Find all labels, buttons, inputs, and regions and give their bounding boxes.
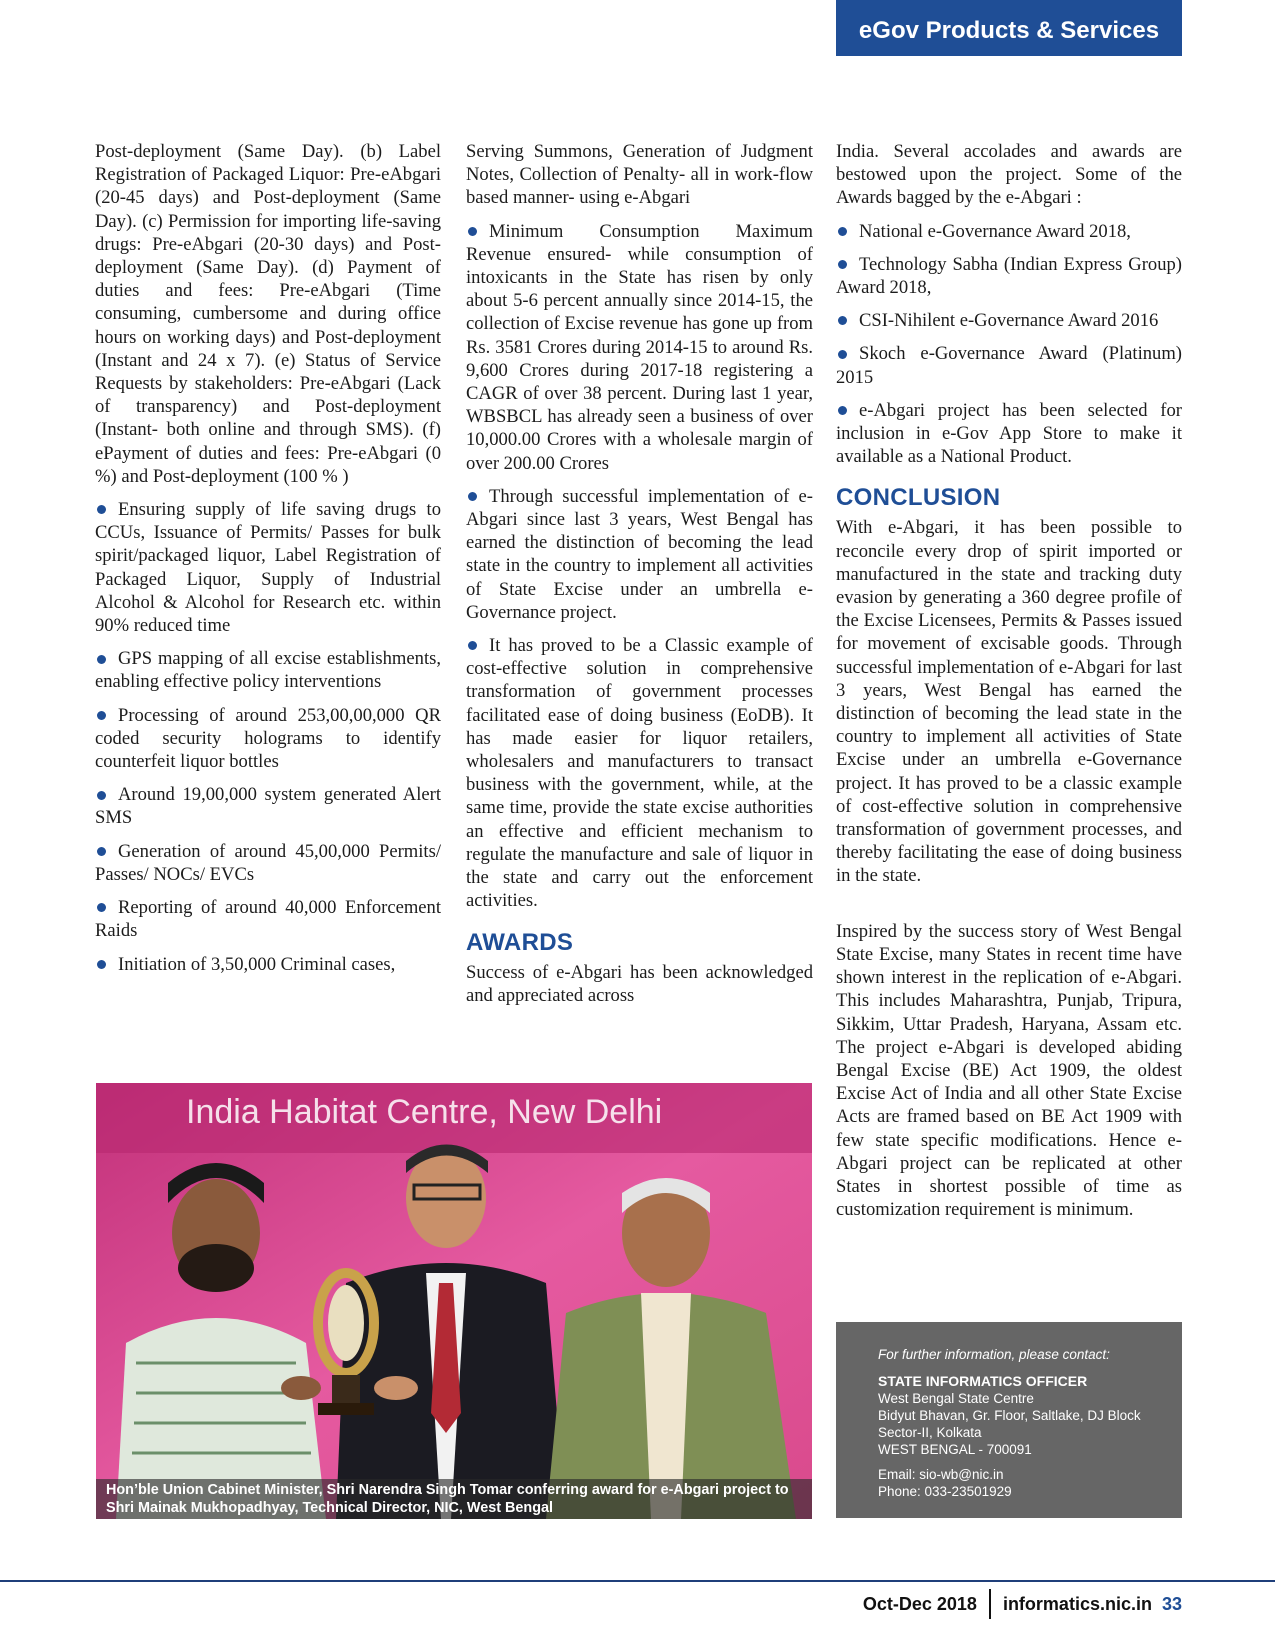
bullet-icon [97,960,106,969]
list-item: Around 19,00,000 system generated Alert SMS [95,784,441,829]
bullet-icon [838,260,847,269]
col3-intro: India. Several accolades and awards are bestowed upon the project. Some of the Awards bagged by the e-Abgari : [836,141,1182,209]
col2-intro: Serving Summons, Generation of Judgment Notes, Collection of Penalty- all in work-flow based manner- using e-Abgari [466,141,813,209]
contact-phone: Phone: 033-23501929 [878,1484,1012,1499]
bullet-icon [97,505,106,514]
bullet-icon [838,227,847,236]
page-number: 33 [1161,1593,1182,1614]
list-item: Ensuring supply of life saving drugs to CCUs, Issuance of Permits/ Passes for bulk spirit/packaged liquor, Label Registration of Packaged Liquor, Supply of Industrial Alcohol & Alcohol for Research etc. within 90% reduced time [95,499,441,637]
contact-email: Email: sio-wb@nic.in [878,1467,1004,1482]
list-item: CSI-Nihilent e-Governance Award 2016 [836,309,1182,332]
contact-title: STATE INFORMATICS OFFICER [878,1373,1088,1389]
list-item: Skoch e-Governance Award (Platinum) 2015 [836,343,1182,388]
conclusion-paragraph-2: Inspired by the success story of West Bengal State Excise, many States in recent time have shown interest in the replication of e-Abgari. This includes Maharashtra, Punjab, Tripura, Sikkim, Uttar Pradesh, Haryana, Assam etc. The project e-Abgari is developed abiding Bengal Excise (BE) Act 1909, the oldest Excise Act of India and all other State Excise Acts are framed based on BE Act 1909 with few state specific modifications. Hence e-Abgari project can be replicated at other States in shortest possible of time as customization requirement is minimum. [836,920,1182,1221]
award-ceremony-image [96,1083,812,1519]
backdrop-text: India Habitat Centre, New Delhi [186,1093,663,1131]
contact-box [836,1322,1182,1518]
footer-separator [989,1589,991,1619]
issue-date: Oct-Dec 2018 [862,1593,977,1614]
column-3 [836,140,1182,1231]
site-name: informatics.nic.in [1002,1593,1152,1614]
bullet-icon [468,492,477,501]
bullet-icon [97,791,106,800]
col1-intro: Post-deployment (Same Day). (b) Label Registration of Packaged Liquor: Pre-eAbgari (20-45 days) and Post-deployment (Same Day). (c) Permission for importing life-saving drugs: Pre-eAbgari (20-30 days) and Post-deployment (Same Day). (d) Payment of duties and fees: Pre-eAbgari (Time consuming, cumbersome and during office hours on working days) and Post-deployment (Instant and 24 x 7). (e) Status of Service Requests by stakeholders: Pre-eAbgari (Lack of transparency) and Post-deployment (Instant- both online and through SMS). (f) ePayment of duties and fees: Pre-eAbgari (0 %) and Post-deployment (100 % ) [95,141,441,487]
footer-rule [0,1580,1275,1582]
contact-line: Bidyut Bhavan, Gr. Floor, Saltlake, DJ Block [878,1408,1141,1423]
contact-intro: For further information, please contact: [878,1347,1110,1362]
contact-line: West Bengal State Centre [878,1391,1034,1406]
list-item: Technology Sabha (Indian Express Group) Award 2018, [836,253,1182,299]
list-item: Reporting of around 40,000 Enforcement Raids [95,897,441,942]
awards-heading: AWARDS [466,928,574,956]
conclusion-paragraph-1: With e-Abgari, it has been possible to reconcile every drop of spirit imported or manufactured in the state and tracking duty evasion by generating a 360 degree profile of the Excise Licensees, Permits & Passes issued for movement of excisable goods. Through successful implementation of e-Abgari for last 3 years, West Bengal has earned the distinction of becoming the lead state in the country to implement all activities of State Excise under an umbrella e-Governance project. It has proved to be a classic example of cost-effective solution in comprehensive transformation of government processes, and thereby facilitating the ease of doing business in the state. [836,517,1182,887]
bullet-icon [97,847,106,856]
contact-line: Sector-II, Kolkata [878,1425,982,1440]
bullet-icon [838,350,847,359]
list-item: GPS mapping of all excise establishments, enabling effective policy interventions [95,648,441,693]
list-item: Minimum Consumption Maximum Revenue ensured- while consumption of intoxicants in the State has risen by only about 5-6 percent annually since 2014-15, the collection of Excise revenue has gone up from Rs. 3581 Crores during 2014-15 to around Rs. 9,600 Crores during 2017-18 registering a CAGR of over 38 percent. During last 1 year, WBSBCL has already seen a business of over 10,000.00 Crores with a wholesale margin of over 200.00 Crores [466,220,813,474]
bullet-icon [838,406,847,415]
award-photo [96,1083,812,1519]
bullet-icon [97,655,106,664]
list-item: Generation of around 45,00,000 Permits/ Passes/ NOCs/ EVCs [95,840,441,885]
list-item: It has proved to be a Classic example of cost-effective solution in comprehensive transformation of government processes facilitated ease of doing business (EoDB). It has made easier for liquor retailers, wholesalers and manufacturers to transact business with the government, while, at the same time, provide the state excise authorities an effective and efficient mechanism to regulate the manufacture and sale of liquor in the state and carry out the enforcement activities. [466,635,813,912]
bullet-icon [468,641,477,650]
list-item: Initiation of 3,50,000 Criminal cases, [95,953,441,976]
photo-caption: Hon’ble Union Cabinet Minister, Shri Narendra Singh Tomar conferring award for e-Abgari project to Shri Mainak Mukhopadhyay, Technical Director, NIC, West Bengal [96,1479,812,1519]
bullet-icon [838,316,847,325]
list-item: e-Abgari project has been selected for inclusion in e-Gov App Store to make it available as a National Product. [836,399,1182,468]
column-2 [466,140,813,1017]
page-footer [863,1584,1182,1624]
contact-line: WEST BENGAL - 700091 [878,1442,1032,1457]
section-header-tab [836,0,1182,56]
section-label: eGov Products & Services [858,17,1160,44]
bullet-icon [97,711,106,720]
bullet-icon [468,227,477,236]
list-item: National e-Governance Award 2018, [836,220,1182,243]
list-item: Through successful implementation of e-Abgari since last 3 years, West Bengal has earned the distinction of becoming the lead state in the country to implement all activities of State Excise under an umbrella e-Governance project. [466,485,813,623]
conclusion-heading: CONCLUSION [836,484,1001,512]
column-1 [95,140,441,986]
list-item: Processing of around 253,00,00,000 QR coded security holograms to identify counterfeit liquor bottles [95,704,441,773]
awards-text: Success of e-Abgari has been acknowledged and appreciated across [466,961,813,1006]
bullet-icon [97,903,106,912]
